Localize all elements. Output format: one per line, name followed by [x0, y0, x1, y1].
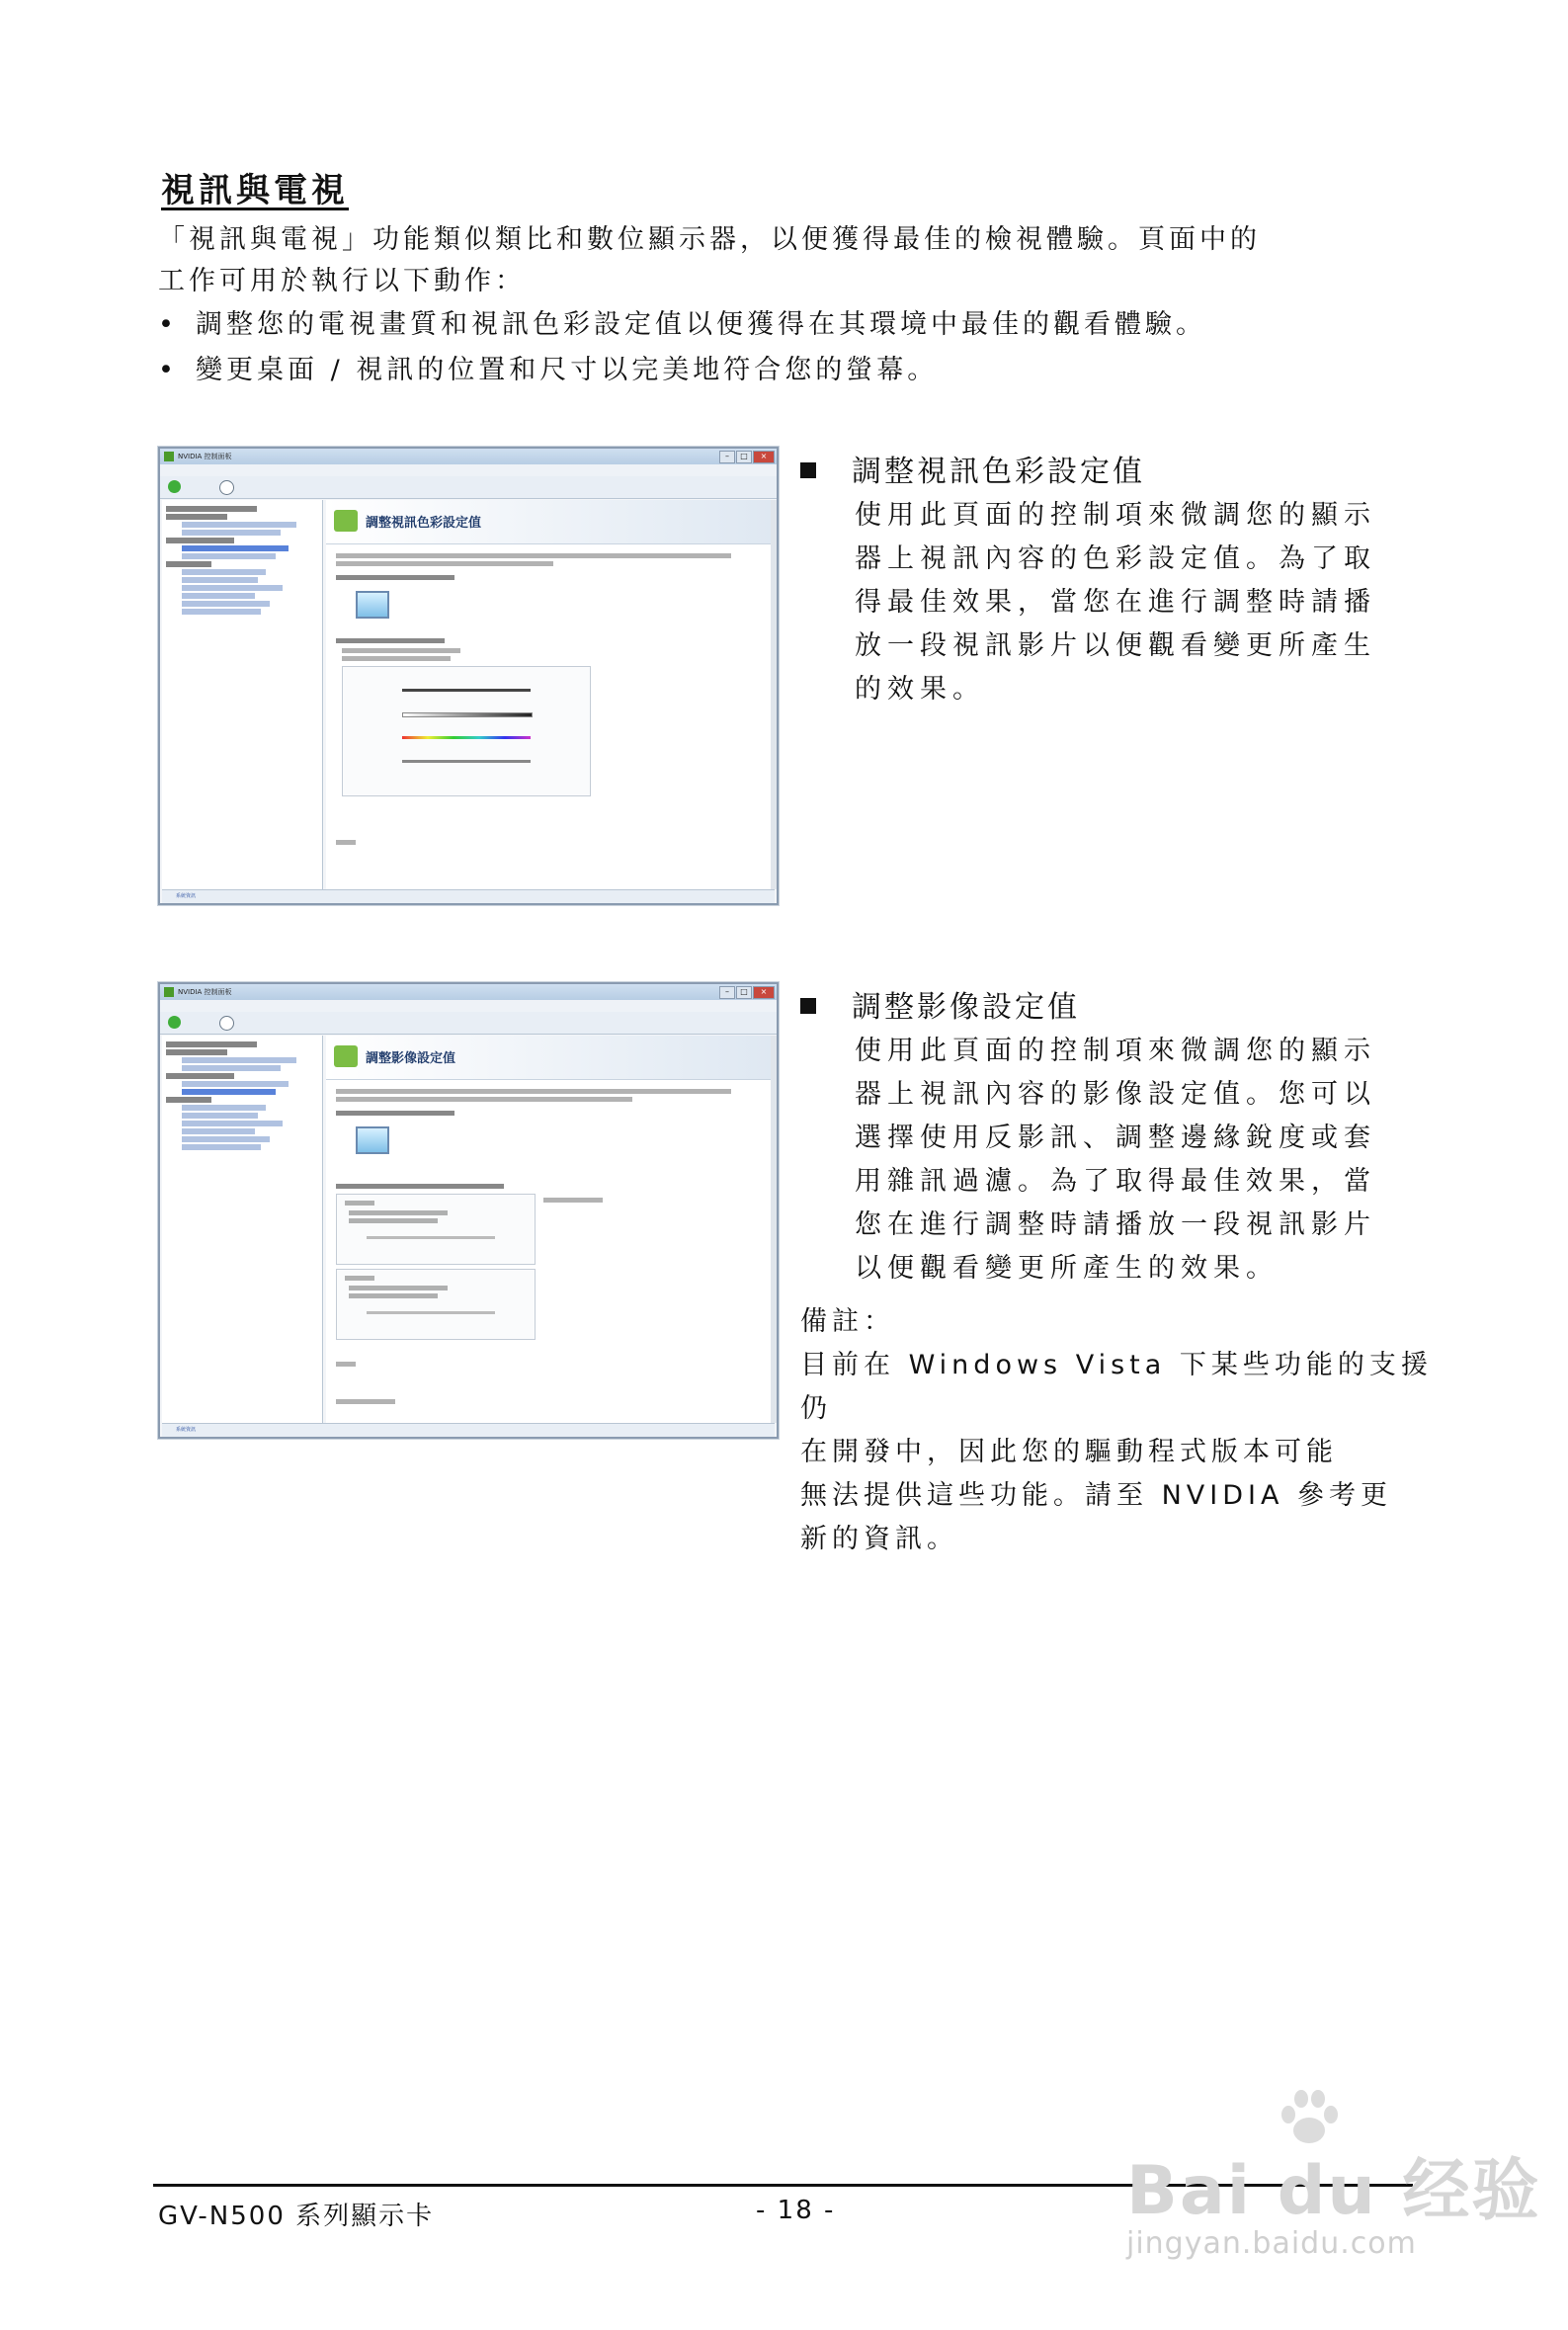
- image-settings-icon: [334, 1045, 358, 1067]
- forward-icon: [219, 480, 234, 495]
- item-title: [800, 982, 1433, 1026]
- section-heading: 視訊與電視: [161, 171, 349, 210]
- forward-icon: [219, 1016, 234, 1031]
- back-icon: [168, 480, 181, 493]
- monitor-icon: [356, 1126, 389, 1154]
- bullet-text: 變更桌面 / 視訊的位置和尺寸以完美地符合您的螢幕。: [196, 355, 939, 385]
- bullet-marker: •: [158, 309, 178, 340]
- minimize-icon: –: [719, 986, 735, 999]
- status-bar: 系統資訊: [162, 889, 775, 903]
- item-line: 放一段視訊影片以便觀看變更所產生: [855, 630, 1376, 661]
- screenshot-video-color: [158, 447, 779, 905]
- maximize-icon: □: [736, 451, 752, 463]
- task-tree: [162, 500, 323, 889]
- item-title: [800, 447, 1433, 490]
- page-number: - 18 -: [756, 2196, 836, 2225]
- note-line: 新的資訊。: [800, 1524, 958, 1554]
- square-bullet-icon: [800, 998, 816, 1014]
- scrollbar: [771, 500, 777, 889]
- window-title: NVIDIA 控制面板: [178, 453, 232, 460]
- item-description: [855, 494, 1433, 711]
- bullet-marker: •: [158, 355, 178, 385]
- back-icon: [168, 1016, 181, 1029]
- intro-line: 工作可用於執行以下動作：: [158, 266, 526, 296]
- window-titlebar: [160, 449, 777, 464]
- item-line: 選擇使用反影訊、調整邊緣銳度或套: [855, 1123, 1376, 1153]
- item-line: 使用此頁面的控制項來微調您的顯示: [855, 500, 1376, 531]
- item-image-settings: [800, 982, 1433, 1290]
- item-line: 得最佳效果，當您在進行調整時請播: [855, 587, 1376, 618]
- window-title: NVIDIA 控制面板: [178, 988, 232, 996]
- window-toolbar: [160, 1012, 777, 1035]
- item-description: [855, 1030, 1433, 1290]
- item-line: 器上視訊內容的影像設定值。您可以: [855, 1079, 1376, 1110]
- nvidia-app-icon: [164, 452, 174, 461]
- square-bullet-icon: [800, 462, 816, 478]
- bullet-item: [158, 348, 1433, 393]
- edge-enhancement-panel: [336, 1194, 536, 1265]
- window-controls: [719, 451, 775, 463]
- item-video-color: [800, 447, 1433, 711]
- window-titlebar: [160, 984, 777, 1000]
- item-title-text: 調整影像設定值: [852, 990, 1080, 1025]
- content-pane: [326, 500, 771, 889]
- bullet-list: [158, 302, 1433, 393]
- item-line: 使用此頁面的控制項來微調您的顯示: [855, 1036, 1376, 1066]
- window-menubar: [160, 464, 777, 476]
- content-pane: [326, 1036, 771, 1423]
- status-bar: 系統資訊: [162, 1423, 775, 1437]
- note-line: 無法提供這些功能。請至 NVIDIA 參考更: [800, 1480, 1393, 1511]
- note-block: [800, 1300, 1433, 1561]
- window-toolbar: [160, 476, 777, 499]
- item-line: 器上視訊內容的色彩設定值。為了取: [855, 543, 1376, 574]
- minimize-icon: –: [719, 451, 735, 463]
- close-icon: ×: [753, 986, 775, 999]
- bullet-text: 調整您的電視畫質和視訊色彩設定值以便獲得在其環境中最佳的觀看體驗。: [196, 309, 1206, 340]
- item-line: 的效果。: [855, 674, 985, 705]
- note-label: 備註：: [800, 1306, 895, 1337]
- watermark-brand: Bai du 经验: [1126, 2152, 1541, 2230]
- window-menubar: [160, 1000, 777, 1012]
- close-icon: ×: [753, 451, 775, 463]
- item-line: 您在進行調整時請播放一段視訊影片: [855, 1209, 1376, 1240]
- watermark-url: jingyan.baidu.com: [1126, 2226, 1417, 2261]
- bullet-item: [158, 302, 1433, 348]
- item-line: 用雜訊過濾。為了取得最佳效果，當: [855, 1166, 1376, 1197]
- monitor-icon: [356, 591, 389, 619]
- footer-product: GV-N500 系列顯示卡: [158, 2202, 435, 2231]
- scrollbar: [771, 1036, 777, 1423]
- task-tree: [162, 1036, 323, 1423]
- intro-paragraph: [158, 219, 1433, 302]
- item-line: 以便觀看變更所產生的效果。: [855, 1253, 1279, 1284]
- banner-title: 調整影像設定值: [366, 1051, 456, 1066]
- note-line: 在開發中，因此您的驅動程式版本可能: [800, 1437, 1338, 1467]
- color-settings-panel: [342, 666, 591, 796]
- item-title-text: 調整視訊色彩設定值: [852, 455, 1145, 489]
- page-banner: [326, 1036, 771, 1080]
- page-banner: [326, 500, 771, 544]
- maximize-icon: □: [736, 986, 752, 999]
- screenshot-image-settings: [158, 982, 779, 1439]
- noise-reduction-panel: [336, 1269, 536, 1340]
- nvidia-app-icon: [164, 987, 174, 997]
- intro-line: 「視訊與電視」功能類似類比和數位顯示器，以便獲得最佳的檢視體驗。頁面中的: [158, 224, 1261, 255]
- window-controls: [719, 986, 775, 999]
- banner-title: 調整視訊色彩設定值: [366, 516, 482, 531]
- video-color-icon: [334, 510, 358, 532]
- note-line: 目前在 Windows Vista 下某些功能的支援仍: [800, 1350, 1433, 1424]
